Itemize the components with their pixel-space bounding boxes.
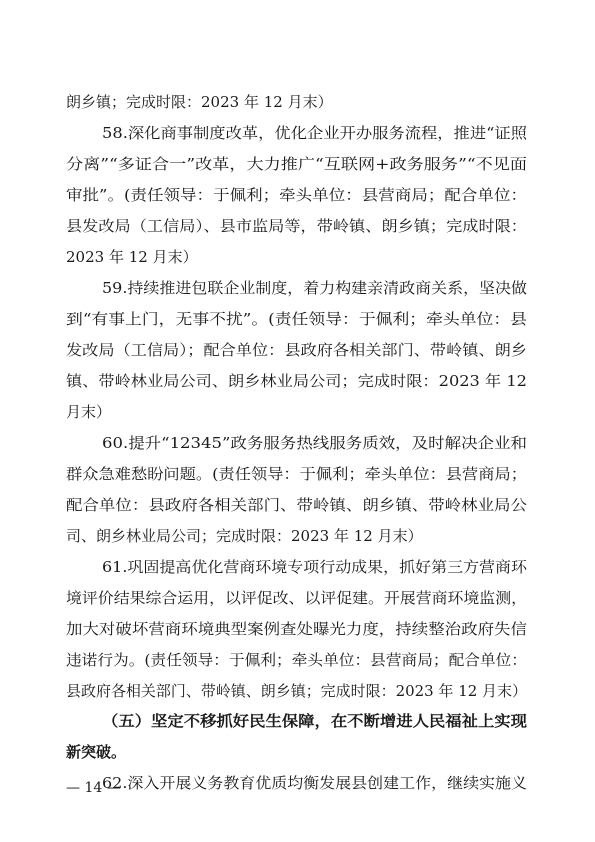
text-line xyxy=(0,366,595,396)
line-text: 司、朗乡林业局公司；完成时限：2023 年 12 月末） xyxy=(66,527,423,545)
text-line xyxy=(0,180,595,210)
line-text: 朗乡镇；完成时限：2023 年 12 月末） xyxy=(66,93,333,111)
line-text: 62.深入开展义务教育优质均衡发展县创建工作，继续实施义 xyxy=(102,774,527,792)
line-text: 县政府各相关部门、带岭镇、朗乡镇；完成时限：2023 年 12 月末） xyxy=(66,682,527,700)
text-line xyxy=(0,521,595,551)
text-line xyxy=(0,397,595,427)
line-text: 群众急难愁盼问题。(责任领导：于佩利；牵头单位：县营商局； xyxy=(66,465,527,483)
line-text: 分离”“多证合一”改革，大力推广“互联网+政务服务”“不见面 xyxy=(66,155,527,173)
line-text: 59.持续推进包联企业制度，着力构建亲清政商关系，坚决做 xyxy=(102,279,527,297)
text-line xyxy=(0,552,595,582)
text-line xyxy=(0,614,595,644)
text-line xyxy=(0,645,595,675)
line-text: 61.巩固提高优化营商环境专项行动成果，抓好第三方营商环 xyxy=(102,558,527,576)
text-line xyxy=(0,304,595,334)
text-line xyxy=(0,211,595,241)
line-text: 违诺行为。(责任领导：于佩利；牵头单位：县营商局；配合单位： xyxy=(66,651,527,669)
text-line xyxy=(0,87,595,117)
section-heading-text: （五）坚定不移抓好民生保障，在不断增进人民福祉上实现 xyxy=(102,712,527,730)
line-text: 60.提升“12345”政务服务热线服务质效，及时解决企业和 xyxy=(102,434,527,452)
section-heading-line xyxy=(0,737,595,767)
section-heading-text: 新突破。 xyxy=(66,743,127,761)
line-text: 发改局（工信局）；配合单位：县政府各相关部门、带岭镇、朗乡 xyxy=(66,341,527,359)
line-text: 县发改局（工信局）、县市监局等，带岭镇、朗乡镇；完成时限： xyxy=(66,217,527,235)
line-text: 58.深化商事制度改革，优化企业开办服务流程，推进“证照 xyxy=(102,124,527,142)
text-line xyxy=(0,335,595,365)
line-text: 到“有事上门，无事不扰”。(责任领导：于佩利；牵头单位：县 xyxy=(66,310,527,328)
text-line xyxy=(0,242,595,272)
line-text: 加大对破坏营商环境典型案例查处曝光力度，持续整治政府失信 xyxy=(66,620,527,638)
text-line xyxy=(0,149,595,179)
text-line xyxy=(0,428,595,458)
line-text: 月末） xyxy=(66,403,112,421)
section-heading-line xyxy=(0,706,595,736)
text-line xyxy=(0,118,595,148)
text-line xyxy=(0,273,595,303)
page-number: — 14 — xyxy=(66,780,121,796)
text-line xyxy=(0,490,595,520)
line-text: 2023 年 12 月末） xyxy=(66,248,198,266)
line-text: 镇、带岭林业局公司、朗乡林业局公司；完成时限：2023 年 12 xyxy=(66,372,527,390)
line-text: 配合单位：县政府各相关部门、带岭镇、朗乡镇、带岭林业局公 xyxy=(66,496,527,514)
text-line xyxy=(0,583,595,613)
line-text: 审批”。(责任领导：于佩利；牵头单位：县营商局；配合单位： xyxy=(66,186,527,204)
text-line xyxy=(0,676,595,706)
text-line xyxy=(0,459,595,489)
line-text: 境评价结果综合运用，以评促改、以评促建。开展营商环境监测， xyxy=(66,589,527,607)
